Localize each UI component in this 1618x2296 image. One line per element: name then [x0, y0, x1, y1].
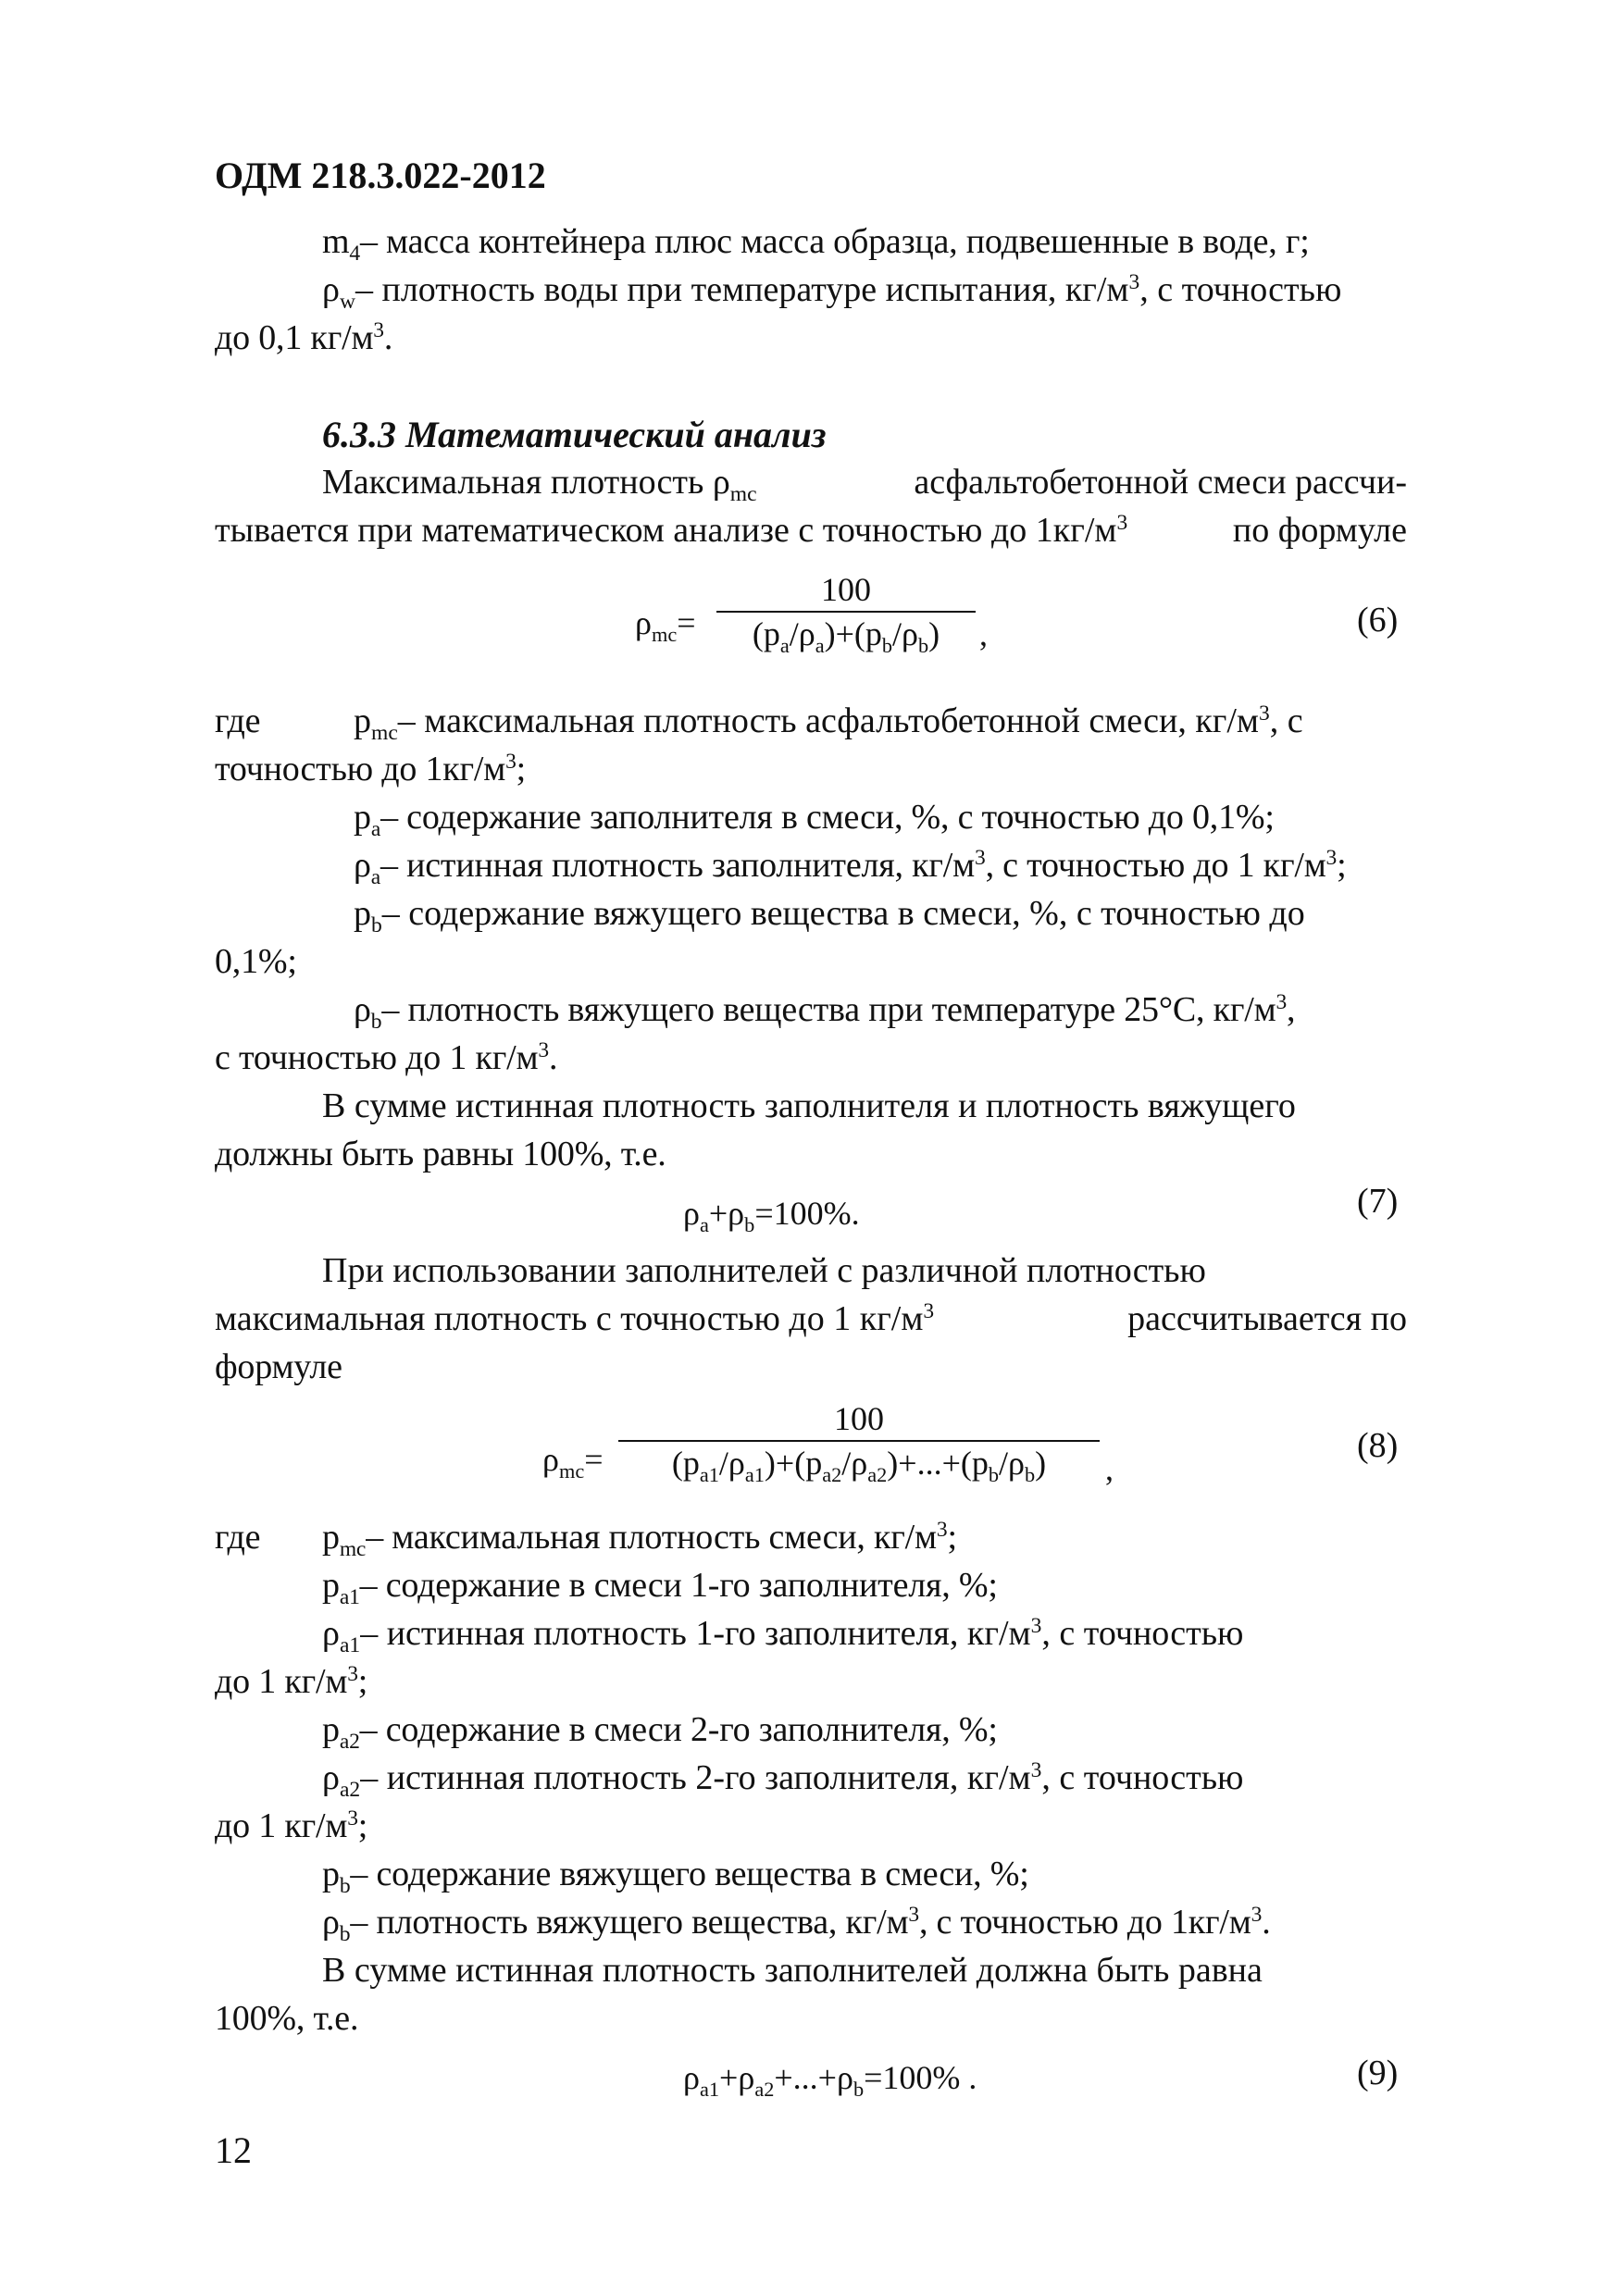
definition-text: .: [383, 318, 393, 357]
text: по формуле: [1232, 511, 1407, 550]
superscript: 3: [1276, 990, 1288, 1015]
symbol: ρ: [322, 1903, 340, 1942]
subscript: a: [370, 817, 381, 842]
superscript: 3: [936, 1518, 948, 1543]
superscript: 3: [923, 1299, 935, 1324]
numerator: 100: [834, 1400, 884, 1437]
subscript: b: [918, 633, 929, 657]
definition-text: – максимальная плотность смеси, кг/м: [366, 1518, 937, 1557]
fraction-bar: [716, 611, 976, 613]
text: =100% .: [864, 2059, 977, 2096]
def8-pa1: [322, 1564, 998, 1610]
text: /ρ: [999, 1445, 1026, 1482]
equals-sign: =: [677, 604, 696, 641]
subscript: a: [779, 633, 790, 657]
superscript: 3: [975, 846, 986, 871]
symbol: +...+ρ: [774, 2059, 853, 2096]
text: =100%.: [754, 1195, 860, 1232]
superscript: 3: [373, 318, 384, 343]
symbol: ρ: [635, 604, 652, 641]
para3-line3: формуле: [215, 1347, 342, 1386]
definition-text: – истинная плотность 2-го заполнителя, кг/м: [360, 1758, 1031, 1797]
superscript: 3: [1258, 701, 1270, 726]
definition-text: до 1 кг/м: [215, 1806, 348, 1845]
text: )+(p: [824, 615, 882, 652]
subscript: b: [371, 913, 382, 938]
where-label-6: где: [215, 701, 261, 740]
para4-line1: [322, 1949, 1407, 1992]
denominator: [716, 614, 976, 657]
subscript: b: [744, 1212, 755, 1236]
subscript: b: [881, 633, 893, 657]
document-code: ОДМ 218.3.022-2012: [215, 155, 546, 196]
definition-text: – содержание в смеси 1-го заполнителя, %;: [359, 1566, 998, 1605]
definition-text: – плотность вяжущего вещества, кг/м: [350, 1903, 909, 1942]
symbol: ρ: [322, 1614, 340, 1653]
def-rho-a: [354, 844, 1347, 890]
def8-rho-a2: [322, 1756, 1407, 1803]
subscript: a1: [699, 2077, 720, 2101]
text: ): [1035, 1445, 1047, 1482]
symbol: +ρ: [708, 1195, 745, 1232]
def8-rho-a1-cont: [215, 1660, 367, 1703]
def8-rho-b: [322, 1901, 1271, 1947]
subscript: a2: [339, 1730, 360, 1755]
superscript: 3: [1030, 1758, 1042, 1783]
def8-pb: [322, 1853, 1029, 1899]
text: максимальная плотность с точностью до 1 кг/м: [215, 1299, 924, 1338]
symbol: p: [322, 1710, 340, 1749]
text: (p: [671, 1445, 700, 1482]
def-rho-w-cont: [215, 316, 392, 359]
def-rho-b: [354, 988, 1296, 1035]
definition-text: ;: [357, 1806, 368, 1845]
text: Максимальная плотность ρ: [322, 463, 730, 502]
subscript: a: [815, 633, 825, 657]
subscript: a2: [867, 1462, 888, 1486]
definition-text: .: [1262, 1903, 1271, 1942]
symbol: p: [354, 798, 371, 837]
symbol: ρ: [322, 1758, 340, 1797]
definition-text: .: [548, 1038, 558, 1077]
formula-7: [683, 1194, 860, 1236]
def8-rho-a1: [322, 1612, 1407, 1658]
text: )+...+(p: [887, 1445, 989, 1482]
superscript: 3: [505, 750, 517, 775]
definition-text: – масса контейнера плюс масса образца, подвешенные в воде, г;: [359, 222, 1310, 261]
text: тывается при математическом анализе с точностью до 1кг/м: [215, 511, 1117, 550]
symbol: ρ: [354, 990, 371, 1029]
page-number: 12: [215, 2129, 252, 2171]
text: /ρ: [789, 615, 815, 652]
definition-text: , с точностью: [1041, 1614, 1244, 1653]
formula-8-comma: ,: [1105, 1450, 1114, 1487]
def-rho-b-cont: [215, 1036, 557, 1079]
definition-text: ;: [1337, 846, 1347, 885]
definition-text: ;: [357, 1662, 368, 1701]
superscript: 3: [1251, 1903, 1263, 1928]
definition-text: – плотность воды при температуре испытания, кг/м: [355, 270, 1129, 309]
text: В сумме истинная плотность заполнителя и плотность вяжущего: [322, 1086, 1296, 1125]
symbol: ρ: [683, 2059, 700, 2096]
definition-text: с точностью до 1 кг/м: [215, 1038, 539, 1077]
symbol: ρ: [542, 1441, 559, 1478]
def-pb: [354, 892, 1407, 938]
subscript: mc: [339, 1537, 367, 1562]
text: асфальтобетонной смеси рассчи-: [914, 463, 1407, 502]
text: /ρ: [718, 1445, 745, 1482]
superscript: 3: [1128, 270, 1140, 295]
formula-6-comma: ,: [979, 615, 988, 652]
text: (p: [752, 615, 780, 652]
definition-text: – содержание вяжущего вещества в смеси, %, с точностью до: [381, 894, 1305, 933]
subscript: a2: [822, 1462, 842, 1486]
para3-line1: [322, 1249, 1407, 1292]
definition-text: , с: [1269, 701, 1303, 740]
subscript: a1: [744, 1462, 765, 1486]
superscript: 3: [1030, 1614, 1042, 1639]
text: ): [928, 615, 940, 652]
def-pa: [354, 796, 1275, 842]
superscript: 3: [538, 1038, 549, 1063]
definition-text: точностью до 1кг/м: [215, 750, 506, 788]
equation-number-8: (8): [1357, 1426, 1399, 1465]
symbol: p: [322, 1855, 340, 1893]
superscript: 3: [908, 1903, 919, 1928]
definition-text: – содержание заполнителя в смеси, %, с точностью до 0,1%;: [380, 798, 1275, 837]
equals-sign: =: [584, 1441, 604, 1478]
fraction-bar: [618, 1440, 1100, 1442]
superscript: 3: [1326, 846, 1338, 871]
symbol: ρ: [354, 846, 371, 885]
definition-text: до 0,1 кг/м: [215, 318, 374, 357]
definition-text: – истинная плотность заполнителя, кг/м: [380, 846, 975, 885]
subscript: mc: [729, 482, 757, 507]
definition-text: – плотность вяжущего вещества при температуре 25°С, кг/м: [381, 990, 1276, 1029]
subscript: a1: [339, 1633, 361, 1658]
symbol: +ρ: [719, 2059, 755, 2096]
def-pmc: [354, 700, 1407, 746]
formula-8-fraction: [618, 1399, 1100, 1486]
equation-number-6: (6): [1357, 601, 1399, 639]
para1-line1: [322, 461, 1407, 507]
definition-text: , с точностью до 1 кг/м: [985, 846, 1326, 885]
symbol: ρ: [322, 270, 340, 309]
subscript: b: [1025, 1462, 1036, 1486]
symbol: p: [354, 701, 371, 740]
definition-text: – максимальная плотность асфальтобетонной смеси, кг/м: [397, 701, 1259, 740]
subscript: b: [339, 1922, 351, 1947]
def-rho-w: [322, 268, 1407, 315]
def-pmc-cont: [215, 748, 526, 790]
subscript: a1: [339, 1585, 360, 1610]
subscript: mc: [371, 721, 398, 746]
definition-text: до 1 кг/м: [215, 1662, 348, 1701]
formula-8-lhs: [542, 1440, 604, 1483]
subscript: b: [853, 2077, 865, 2101]
subscript: b: [988, 1462, 1000, 1486]
symbol: p: [354, 894, 371, 933]
definition-text: ,: [1287, 990, 1296, 1029]
subscript: 4: [349, 242, 360, 267]
definition-text: , с точностью: [1139, 270, 1342, 309]
definition-text: , с точностью до 1кг/м: [918, 1903, 1251, 1942]
definition-text: – содержание вяжущего вещества в смеси, %;: [350, 1855, 1029, 1893]
text: При использовании заполнителей с различной плотностью: [322, 1251, 1206, 1290]
subscript: b: [370, 1010, 382, 1035]
formula-9: [683, 2058, 977, 2101]
formula-6-fraction: [716, 570, 976, 657]
definition-text: – содержание в смеси 2-го заполнителя, %;: [359, 1710, 998, 1749]
symbol: p: [322, 1518, 340, 1557]
superscript: 3: [347, 1806, 358, 1831]
subscript: a2: [339, 1778, 361, 1803]
text: рассчитывается по: [1127, 1299, 1407, 1338]
text: /ρ: [892, 615, 919, 652]
definition-text: – истинная плотность 1-го заполнителя, кг/м: [360, 1614, 1031, 1653]
para2-line1: [322, 1085, 1407, 1127]
para1-line2: [215, 509, 1407, 552]
definition-text: ;: [947, 1518, 957, 1557]
denominator: [618, 1444, 1100, 1486]
def-pb-cont: 0,1%;: [215, 942, 297, 981]
subscript: w: [339, 290, 355, 315]
where-label-8: где: [215, 1518, 261, 1557]
symbol: ρ: [683, 1195, 700, 1232]
definition-text: , с точностью: [1041, 1758, 1244, 1797]
subscript: a: [699, 1212, 709, 1236]
subscript: mc: [651, 622, 678, 646]
text: /ρ: [841, 1445, 868, 1482]
equation-number-9: (9): [1357, 2054, 1399, 2092]
para3-line2: [215, 1297, 1407, 1340]
subscript: a: [370, 865, 381, 890]
superscript: 3: [347, 1662, 358, 1687]
para2-line2: должны быть равны 100%, т.е.: [215, 1135, 666, 1173]
superscript: 3: [1116, 511, 1128, 536]
numerator: 100: [821, 571, 871, 608]
def8-rho-a2-cont: [215, 1805, 367, 1847]
subscript: a1: [699, 1462, 719, 1486]
definition-text: ;: [516, 750, 527, 788]
section-title: 6.3.3 Математический анализ: [322, 414, 827, 455]
symbol: m: [322, 222, 350, 261]
def8-pmc: [322, 1516, 957, 1562]
def8-pa2: [322, 1708, 998, 1755]
subscript: mc: [558, 1458, 585, 1483]
text: )+(p: [764, 1445, 823, 1482]
subscript: b: [339, 1874, 351, 1899]
para4-line2: 100%, т.е.: [215, 1999, 359, 2038]
symbol: p: [322, 1566, 340, 1605]
def-m4: [322, 220, 1310, 267]
text: В сумме истинная плотность заполнителей должна быть равна: [322, 1951, 1263, 1990]
equation-number-7: (7): [1357, 1182, 1399, 1221]
formula-6-lhs: [635, 603, 696, 646]
subscript: a2: [754, 2077, 775, 2101]
